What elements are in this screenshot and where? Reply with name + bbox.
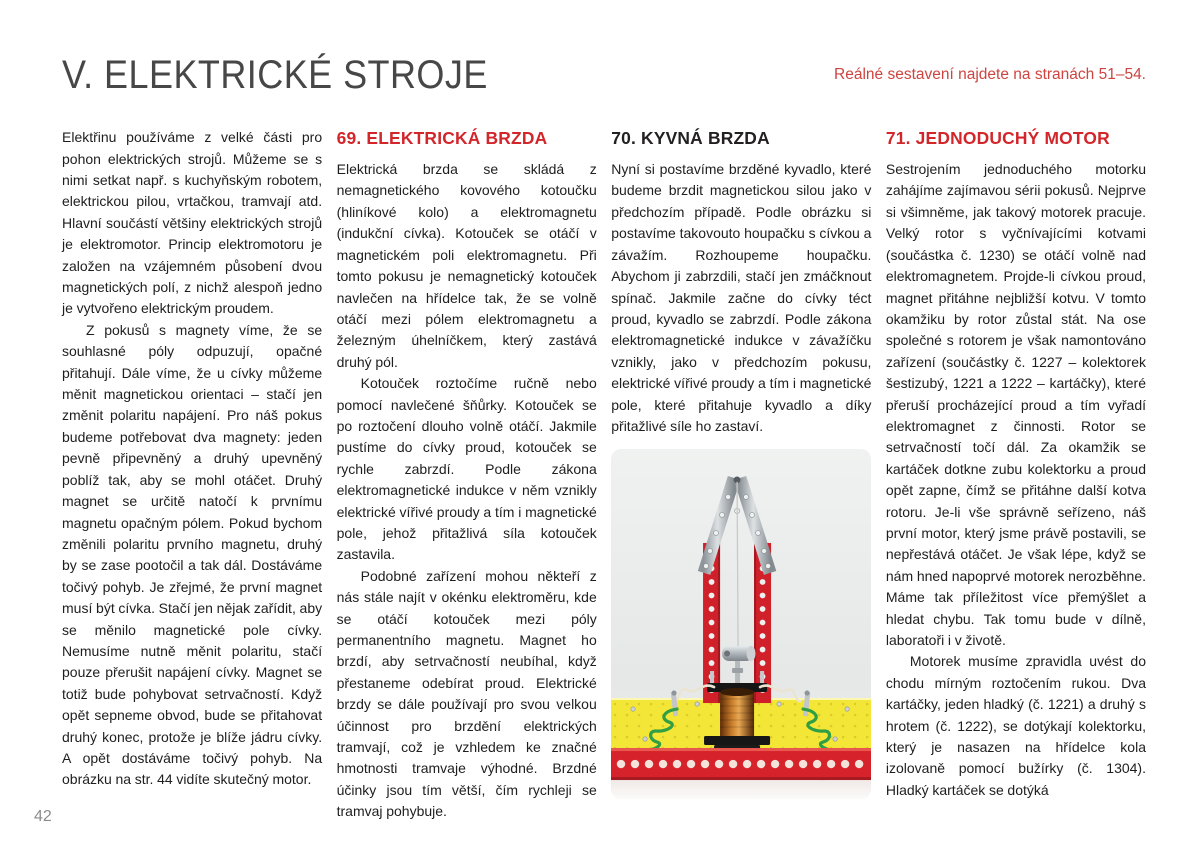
page-header: [62, 54, 1146, 97]
section-heading-69: 69. ELEKTRICKÁ BRZDA: [336, 128, 548, 149]
section-heading-71: 71. JEDNODUCHÝ MOTOR: [885, 128, 1110, 149]
red-front-girder: [611, 748, 871, 780]
column-section-71: [886, 127, 1146, 822]
paragraph: Z pokusů s magnety víme, že se souhlasné póly odpuzují, opačné přitahují. Dále víme, že u cívky můžeme měnit magnetickou orientaci – stačí jen změnit polaritu napájení. Pro náš pokus budeme potřebovat dva magnety: jeden pevně připevněný a druhý upevněný poblíž tak, aby se mohl otáčet. Druhý magnet se určitě natočí k prvnímu magnetu opačným pólem. Pokud bychom změnili polaritu prvního magnetu, druhý by se zase pootočil a tak dál. Dostáváme točivý pohyb. Je zřejmé, že první magnet musí být cívka. Stačí jen nějak zařídit, aby se měnilo magnetické pole cívky. Nemusíme nutně měnit polaritu, stačí pouze přerušit napájení cívky. Magnet se totiž bude pohybovat setrvačností. Když opět sepneme obvod, bude se přitahovat druhý konec, protože je blíže jádru cívky. A opět dostáváme točivý pohyb. Na obrázku na str. 44 vidíte skutečný motor.: [62, 321, 323, 788]
paragraph: Elektřinu používáme z velké části pro pohon elektrických strojů. Můžeme se s nimi setkat např. s kuchyňským robotem, elektrickou pilou, vrtačkou, tramvají atd. Hlavní součástí většiny elektrických strojů je elektromotor. Princip elektromotoru je založen na vzájemném působení dvou magnetických polí, z nichž alespoň jedno je vytvořeno elektrickým proudem.: [62, 129, 323, 317]
paragraph: Motorek musíme zpravidla uvést do chodu mírným roztočením rukou. Dva kartáčky, jeden hladký (č. 1221) a druhý s hrotem (č. 1222), se dotýkají kolektorku, který je nasazen na hřídelce kola izolovaně pomocí bužírky (č. 1304). Hladký kartáček se dotýká: [885, 653, 1146, 798]
text-columns: [62, 127, 1146, 822]
paragraph: Kotouček roztočíme ručně nebo pomocí navlečené šňůrky. Kotouček se po roztočení dlouho volně otáčí. Jakmile pustíme do cívky proud, kotouček se rychle zabrzdí. Podle zákona elektromagnetické indukce v něm vznikly elektrické vířivé proudy a tím i magnetické pole, jehož přitažlivá síla kotouček zastavila.: [336, 375, 597, 563]
paragraph: Elektrická brzda se skládá z nemagnetického kovového kotoučku (hliníkové kolo) a elektromagnetu (indukční cívka). Kotouček se otáčí v magnetickém poli elektromagnetu. Při tomto pokusu je nemagnetický kotouček navlečen na hřídelce tak, že se volně otáčí mezi pólem elektromagnetu a železným úhelníčkem, který zastává druhý pól.: [336, 161, 597, 370]
chapter-title: V. ELEKTRICKÉ STROJE: [62, 53, 488, 97]
paragraph: Nyní si postavíme brzděné kyvadlo, které budeme brzdit magnetickou silou jako v předchozím případě. Podle obrázku si postavíme takovouto houpačku s cívkou a závažím. Rozhoupeme houpačku. Abychom ji zabrzdili, stačí jen zmáčknout spínač. Jakmile začne do cívky téct proud, kyvadlo se zabrzdí. Podle zákona elektromagnetické indukce v závažíčku vznikly, jako v předchozím pokusu, elektrické vířivé proudy a tím i magnetické pole, které přitahuje kyvadlo a díky přitažlivé síle ho zastaví.: [611, 161, 872, 434]
column-section-70: [611, 127, 871, 822]
photo-foreground-fade: [611, 780, 871, 799]
column-section-69: [337, 127, 597, 822]
top-note: Reálné sestavení najdete na stranách 51–54.: [834, 66, 1146, 83]
paragraph: Sestrojením jednoduchého motorku zahájíme zajímavou sérii pokusů. Nejprve si všimněme, jak takový motorek pracuje. Velký rotor s vyčnívajícími kotvami (součástka č. 1230) se otáčí volně nad elektromagnetem. Projde-li cívkou proud, magnet přitáhne nejbližší kotvu. V tomto okamžiku by rotor zůstal stát. Na ose společné s rotorem je však namontováno zařízení (součástky č. 1227 – kolektorek šestizubý, 1221 a 1222 – kartáčky), které přeruší procházející proud a tím vyřadí elektromagnet z činnosti. Rotor se setrvačností točí dál. Za okamžik se kartáček dotkne zubu kolektorku a proud opět zapne, čímž se přitáhne další kotva rotoru. Je-li vše správně seřízeno, náš první motor, který jsme právě postavili, se nepřestává otáčet. Je však lépe, když se nám hned napoprvé motorek nerozběhne. Máme tak příležitost více přemýšlet a hledat chybu. Tak tomu bude v dílně, laboratoři i v životě.: [885, 161, 1146, 648]
column-intro: [62, 127, 322, 822]
page-number: 42: [34, 808, 52, 825]
paragraph: Podobné zařízení mohou někteří z nás stále najít v okénku elektroměru, kde se otáčí kotouček mezi póly permanentního magnetu. Magnet ho brzdí, aby setrvačností neubíhal, když přestaneme odebírat proud. Elektrické brzdy se dále používají pro svou velkou účinnost pro brzdění elektrických tramvají, což je vzhledem ke značné hmotnosti tramvaje výhodné. Brzdné účinky jsou tím větší, čím rychleji se tramvaj pohybuje.: [336, 567, 597, 820]
section-heading-70: 70. KYVNÁ BRZDA: [611, 128, 770, 149]
kyvna-brzda-photo-graphic: [611, 449, 871, 799]
kyvna-brzda-photo: [611, 449, 871, 799]
